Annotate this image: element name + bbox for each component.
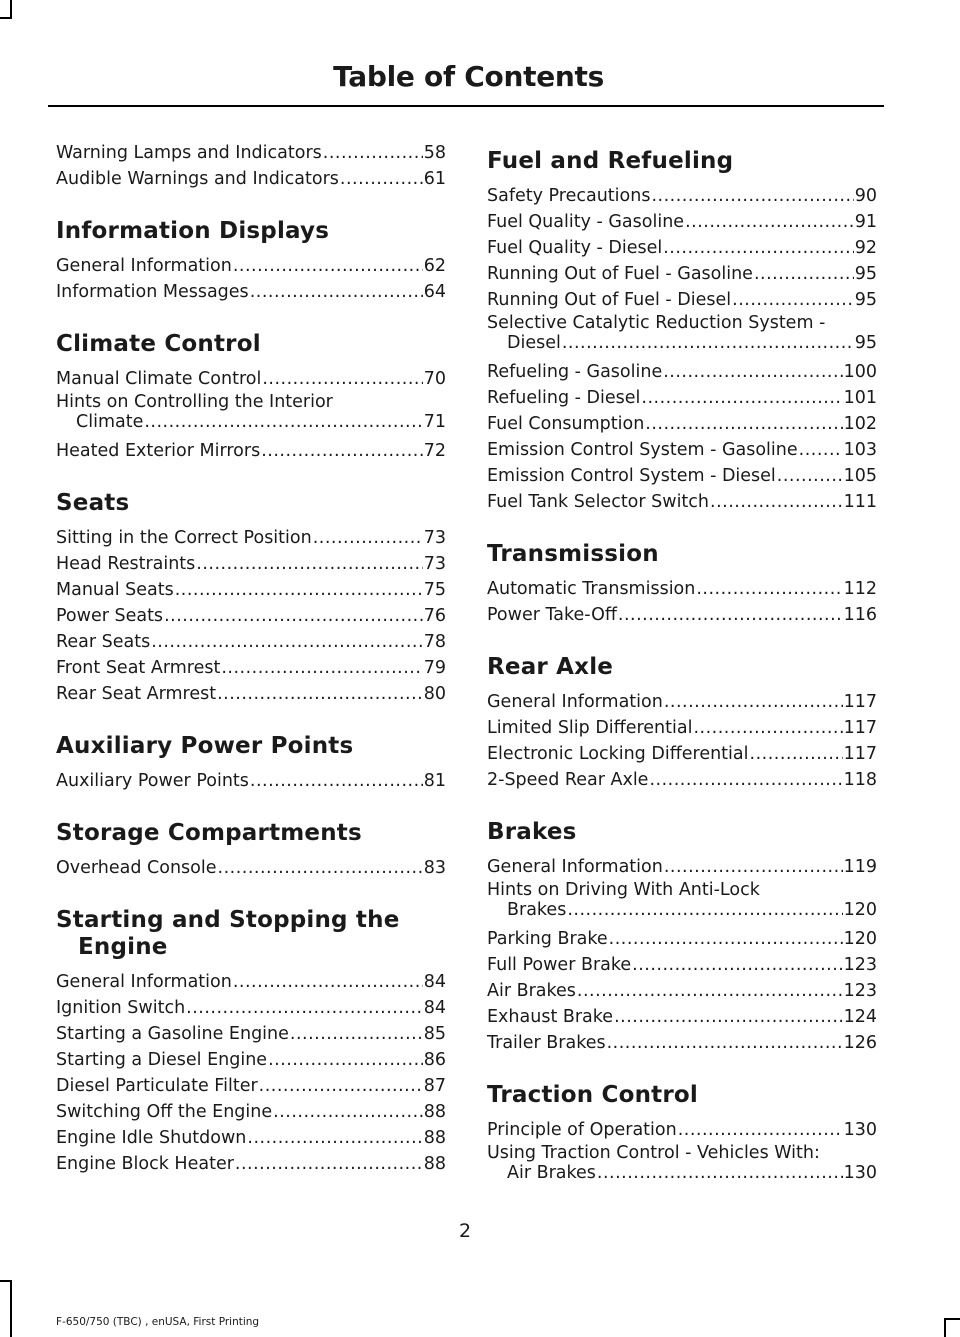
toc-entry-title: Parking Brake: [487, 929, 608, 949]
toc-entry[interactable]: [56, 969, 446, 995]
section-heading: [487, 819, 877, 846]
page-number: 2: [458, 1220, 472, 1242]
toc-entry-title: 2-Speed Rear Axle: [487, 770, 649, 790]
toc-entry[interactable]: [487, 1030, 877, 1056]
dot-leader: [567, 900, 842, 920]
toc-entry[interactable]: [487, 385, 877, 411]
dot-leader: [678, 1117, 843, 1143]
dot-leader: [261, 438, 423, 464]
toc-entry-page: 70: [423, 369, 446, 389]
section-heading: [56, 218, 446, 245]
toc-entry[interactable]: [56, 438, 446, 464]
toc-entry-page: 101: [843, 388, 877, 408]
toc-entry[interactable]: [487, 463, 877, 489]
toc-entry-page: 73: [423, 554, 446, 574]
section-heading: [487, 654, 877, 681]
toc-entry[interactable]: [56, 1099, 446, 1125]
dot-leader: [664, 854, 843, 880]
toc-entry-page: 76: [423, 606, 446, 626]
toc-entry-page: 102: [843, 414, 877, 434]
dot-leader: [641, 385, 842, 411]
toc-entry[interactable]: [56, 1125, 446, 1151]
dot-leader: [663, 359, 842, 385]
dot-leader: [233, 253, 423, 279]
toc-entry-page: 100: [843, 362, 877, 382]
dot-leader: [196, 551, 422, 577]
dot-leader: [268, 1047, 423, 1073]
section-heading: [56, 733, 446, 760]
section-heading-text: Traction Control: [487, 1082, 698, 1108]
section-heading-text: Fuel and Refueling: [487, 148, 734, 174]
toc-entry-title: Hints on Driving With Anti-Lock: [487, 880, 760, 900]
toc-entry-title: Diesel Particulate Filter: [56, 1076, 258, 1096]
section-heading: [56, 820, 446, 847]
dot-leader: [651, 183, 853, 209]
crop-mark: [0, 1280, 12, 1282]
dot-leader: [186, 995, 423, 1021]
toc-entry-title-cont: Climate: [76, 412, 144, 432]
toc-entry-title: Using Traction Control - Vehicles With:: [487, 1143, 820, 1163]
dot-leader: [273, 1099, 423, 1125]
toc-entry-page: 62: [423, 256, 446, 276]
toc-entry-title: General Information: [487, 692, 663, 712]
toc-entry-page: 103: [843, 440, 877, 460]
toc-entry[interactable]: [487, 952, 877, 978]
toc-entry-title: Selective Catalytic Reduction System -: [487, 313, 826, 333]
toc-entry[interactable]: [487, 576, 877, 602]
toc-entry[interactable]: [487, 261, 877, 287]
dot-leader: [645, 411, 842, 437]
dot-leader: [799, 437, 843, 463]
toc-entry[interactable]: [56, 655, 446, 681]
toc-entry-title: Power Seats: [56, 606, 164, 626]
toc-entry[interactable]: [56, 279, 446, 305]
section-heading-text: Rear Axle: [487, 654, 614, 680]
toc-entry-page: 120: [843, 929, 877, 949]
toc-entry-title: Electronic Locking Differential: [487, 744, 749, 764]
toc-entry-page: 117: [843, 744, 877, 764]
toc-entry-page: 84: [423, 972, 446, 992]
crop-mark: [944, 1318, 960, 1320]
toc-entry-title: General Information: [487, 857, 663, 877]
toc-entry-title: Fuel Tank Selector Switch: [487, 492, 710, 512]
dot-leader: [250, 768, 423, 794]
toc-entry[interactable]: [487, 359, 877, 385]
toc-entry[interactable]: [487, 689, 877, 715]
dot-leader: [607, 1030, 843, 1056]
toc-entry-page: 92: [854, 238, 877, 258]
toc-entry-title: Power Take-Off: [487, 605, 617, 625]
dot-leader: [663, 235, 854, 261]
toc-entry-page: 118: [843, 770, 877, 790]
dot-leader: [235, 1151, 423, 1177]
toc-entry-title: Full Power Brake: [487, 955, 632, 975]
dot-leader: [323, 140, 423, 166]
toc-entry[interactable]: [487, 715, 877, 741]
dot-leader: [750, 741, 843, 767]
toc-entry[interactable]: [487, 880, 877, 920]
toc-entry-title: Fuel Quality - Gasoline: [487, 212, 685, 232]
toc-entry[interactable]: [487, 437, 877, 463]
toc-entry-page: 123: [843, 981, 877, 1001]
section-heading-text: Auxiliary Power Points: [56, 733, 354, 759]
section-heading-text-cont: Engine: [78, 934, 168, 960]
dot-leader: [577, 978, 843, 1004]
toc-entry[interactable]: [487, 767, 877, 793]
toc-entry-page: 81: [423, 771, 446, 791]
toc-entry-title: Sitting in the Correct Position: [56, 528, 312, 548]
toc-entry-page: 120: [843, 900, 877, 920]
toc-entry-page: 117: [843, 718, 877, 738]
toc-entry-page: 126: [843, 1033, 877, 1053]
toc-entry-title: Engine Idle Shutdown: [56, 1128, 247, 1148]
toc-entry-page: 111: [843, 492, 877, 512]
toc-entry[interactable]: [56, 577, 446, 603]
toc-entry-title: Limited Slip Differential: [487, 718, 693, 738]
toc-entry-page: 95: [854, 333, 877, 353]
toc-entry-title: Emission Control System - Gasoline: [487, 440, 798, 460]
toc-entry-title: Auxiliary Power Points: [56, 771, 249, 791]
toc-entry-title: Engine Block Heater: [56, 1154, 234, 1174]
toc-entry-title: Safety Precautions: [487, 186, 651, 206]
toc-entry-title: General Information: [56, 972, 232, 992]
toc-entry-page: 73: [423, 528, 446, 548]
toc-entry[interactable]: [487, 978, 877, 1004]
section-heading-text: Climate Control: [56, 331, 261, 357]
toc-entry-page: 83: [423, 858, 446, 878]
toc-entry-title: Fuel Quality - Diesel: [487, 238, 663, 258]
toc-entry-page: 71: [423, 412, 446, 432]
toc-entry-title: Starting a Gasoline Engine: [56, 1024, 289, 1044]
toc-entry-title-cont: Air Brakes: [507, 1163, 596, 1183]
section-heading-text: Transmission: [487, 541, 659, 567]
toc-entry-page: 117: [843, 692, 877, 712]
toc-entry-title: Emission Control System - Diesel: [487, 466, 776, 486]
dot-leader: [259, 1073, 423, 1099]
toc-entry-title: Exhaust Brake: [487, 1007, 614, 1027]
dot-leader: [693, 715, 842, 741]
dot-leader: [340, 166, 423, 192]
toc-entry-page: 124: [843, 1007, 877, 1027]
toc-entry-page: 130: [843, 1163, 877, 1183]
section-heading: [56, 490, 446, 517]
crop-mark: [944, 1318, 946, 1337]
toc-entry-title: Running Out of Fuel - Gasoline: [487, 264, 753, 284]
toc-entry[interactable]: [56, 1151, 446, 1177]
footer-text: F-650/750 (TBC) , enUSA, First Printing: [56, 1316, 260, 1328]
dot-leader: [618, 602, 843, 628]
dot-leader: [597, 1163, 843, 1183]
toc-entry[interactable]: [56, 140, 446, 166]
toc-entry-page: 86: [423, 1050, 446, 1070]
toc-entry-page: 64: [423, 282, 446, 302]
header-rule: [48, 105, 884, 107]
toc-entry-page: 130: [843, 1120, 877, 1140]
toc-entry-page: 123: [843, 955, 877, 975]
section-heading-text: Seats: [56, 490, 130, 516]
toc-entry-title: Refueling - Gasoline: [487, 362, 663, 382]
dot-leader: [217, 681, 423, 707]
toc-entry-title: Information Messages: [56, 282, 249, 302]
toc-entry[interactable]: [56, 1021, 446, 1047]
dot-leader: [144, 412, 422, 432]
toc-entry-page: 105: [843, 466, 877, 486]
toc-entry-page: 61: [423, 169, 446, 189]
section-heading: [487, 148, 877, 175]
toc-entry-title: Manual Seats: [56, 580, 174, 600]
section-heading: [56, 331, 446, 358]
dot-leader: [696, 576, 842, 602]
dot-leader: [664, 689, 843, 715]
toc-entry-page: 79: [423, 658, 446, 678]
toc-entry-page: 75: [423, 580, 446, 600]
dot-leader: [754, 261, 854, 287]
crop-mark: [0, 17, 12, 19]
toc-entry[interactable]: [56, 253, 446, 279]
toc-entry[interactable]: [487, 209, 877, 235]
toc-entry-title: Heated Exterior Mirrors: [56, 441, 261, 461]
toc-entry[interactable]: [56, 855, 446, 881]
dot-leader: [262, 366, 422, 392]
dot-leader: [175, 577, 423, 603]
dot-leader: [250, 279, 423, 305]
toc-entry-title: Refueling - Diesel: [487, 388, 641, 408]
toc-entry[interactable]: [487, 1117, 877, 1143]
dot-leader: [313, 525, 423, 551]
toc-entry-title: Audible Warnings and Indicators: [56, 169, 339, 189]
toc-entry-title: Switching Off the Engine: [56, 1102, 273, 1122]
toc-entry-page: 119: [843, 857, 877, 877]
toc-entry[interactable]: [487, 411, 877, 437]
toc-entry-page: 85: [423, 1024, 446, 1044]
toc-entry-title-cont: Brakes: [507, 900, 567, 920]
toc-entry[interactable]: [56, 166, 446, 192]
toc-entry[interactable]: [56, 681, 446, 707]
toc-entry-title-cont: Diesel: [507, 333, 561, 353]
toc-entry-title: Hints on Controlling the Interior: [56, 392, 333, 412]
section-heading: [487, 541, 877, 568]
toc-entry-page: 58: [423, 143, 446, 163]
toc-entry[interactable]: [56, 603, 446, 629]
toc-entry[interactable]: [487, 741, 877, 767]
crop-mark: [10, 0, 12, 18]
toc-entry[interactable]: [487, 489, 877, 515]
dot-leader: [562, 333, 854, 353]
toc-entry-page: 80: [423, 684, 446, 704]
toc-entry-title: Warning Lamps and Indicators: [56, 143, 322, 163]
toc-entry[interactable]: [487, 1004, 877, 1030]
section-heading: [56, 907, 446, 961]
dot-leader: [614, 1004, 843, 1030]
toc-entry-page: 88: [423, 1128, 446, 1148]
toc-entry[interactable]: [56, 995, 446, 1021]
toc-entry[interactable]: [56, 392, 446, 432]
toc-right-column: [487, 140, 877, 1189]
toc-entry-title: Ignition Switch: [56, 998, 186, 1018]
toc-entry[interactable]: [56, 1047, 446, 1073]
toc-entry-page: 88: [423, 1154, 446, 1174]
toc-entry[interactable]: [56, 768, 446, 794]
toc-entry-title: Manual Climate Control: [56, 369, 262, 389]
dot-leader: [233, 969, 423, 995]
toc-entry-title: Air Brakes: [487, 981, 576, 1001]
toc-entry-page: 95: [854, 290, 877, 310]
toc-entry-title: Overhead Console: [56, 858, 217, 878]
dot-leader: [609, 926, 843, 952]
toc-entry-title: Rear Seat Armrest: [56, 684, 217, 704]
section-heading-text: Information Displays: [56, 218, 330, 244]
toc-entry[interactable]: [56, 1073, 446, 1099]
toc-entry-page: 91: [854, 212, 877, 232]
toc-entry[interactable]: [487, 854, 877, 880]
toc-entry[interactable]: [487, 926, 877, 952]
crop-mark: [10, 1280, 12, 1337]
toc-entry-title: Automatic Transmission: [487, 579, 696, 599]
toc-entry[interactable]: [56, 525, 446, 551]
section-heading: [487, 1082, 877, 1109]
toc-entry-title: Front Seat Armrest: [56, 658, 221, 678]
toc-entry-title: Head Restraints: [56, 554, 196, 574]
toc-entry-page: 90: [854, 186, 877, 206]
dot-leader: [732, 287, 854, 313]
dot-leader: [290, 1021, 423, 1047]
toc-entry-title: Rear Seats: [56, 632, 151, 652]
toc-entry[interactable]: [56, 366, 446, 392]
toc-entry-page: 95: [854, 264, 877, 284]
toc-entry-page: 72: [423, 441, 446, 461]
dot-leader: [685, 209, 854, 235]
dot-leader: [710, 489, 843, 515]
toc-entry[interactable]: [56, 551, 446, 577]
toc-entry-title: Fuel Consumption: [487, 414, 645, 434]
toc-entry-title: Trailer Brakes: [487, 1033, 606, 1053]
dot-leader: [247, 1125, 422, 1151]
section-heading-text: Brakes: [487, 819, 577, 845]
dot-leader: [632, 952, 842, 978]
dot-leader: [649, 767, 842, 793]
dot-leader: [221, 655, 422, 681]
toc-entry-page: 88: [423, 1102, 446, 1122]
toc-entry[interactable]: [56, 629, 446, 655]
toc-entry[interactable]: [487, 235, 877, 261]
toc-entry[interactable]: [487, 287, 877, 313]
toc-left-column: [56, 140, 446, 1177]
toc-entry[interactable]: [487, 1143, 877, 1183]
toc-entry[interactable]: [487, 313, 877, 353]
toc-entry-page: 87: [423, 1076, 446, 1096]
page-title: Table of Contents: [333, 60, 604, 93]
dot-leader: [218, 855, 423, 881]
dot-leader: [164, 603, 423, 629]
toc-entry[interactable]: [487, 602, 877, 628]
toc-entry-title: Running Out of Fuel - Diesel: [487, 290, 732, 310]
toc-entry-page: 112: [843, 579, 877, 599]
toc-entry-page: 116: [843, 605, 877, 625]
toc-entry-title: General Information: [56, 256, 232, 276]
section-heading-text: Starting and Stopping the: [56, 907, 400, 933]
dot-leader: [777, 463, 843, 489]
toc-entry-title: Starting a Diesel Engine: [56, 1050, 268, 1070]
toc-entry-page: 84: [423, 998, 446, 1018]
section-heading-text: Storage Compartments: [56, 820, 362, 846]
dot-leader: [151, 629, 423, 655]
toc-entry[interactable]: [487, 183, 877, 209]
toc-entry-page: 78: [423, 632, 446, 652]
toc-entry-title: Principle of Operation: [487, 1120, 677, 1140]
